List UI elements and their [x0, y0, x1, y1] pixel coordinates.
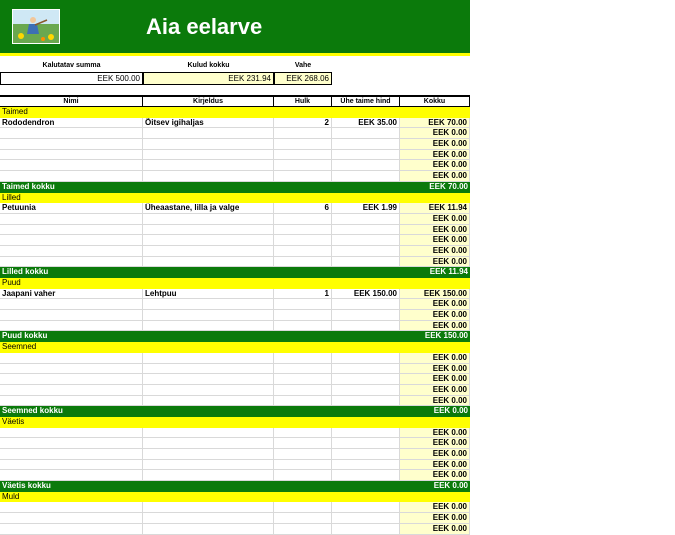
item-total-cell: EEK 0.00	[400, 139, 470, 150]
item-total-cell: EEK 0.00	[400, 385, 470, 396]
category-row	[0, 193, 470, 204]
item-quantity-cell[interactable]	[274, 171, 332, 182]
item-name-cell[interactable]	[0, 364, 143, 375]
spent-value: EEK 231.94	[143, 72, 274, 85]
item-description-cell[interactable]	[143, 257, 274, 268]
item-description-cell[interactable]	[143, 310, 274, 321]
column-header-total: Kokku	[400, 95, 470, 107]
item-total-cell: EEK 70.00	[400, 118, 470, 129]
item-unit-price-cell[interactable]	[332, 428, 400, 439]
item-name-cell[interactable]	[0, 428, 143, 439]
category-label: Puud	[0, 278, 470, 289]
table-row	[0, 235, 470, 246]
item-total-cell: EEK 0.00	[400, 374, 470, 385]
item-name-cell[interactable]	[0, 353, 143, 364]
table-row	[0, 470, 470, 481]
item-description-cell[interactable]	[143, 438, 274, 449]
item-name-cell[interactable]: Jaapani vaher	[0, 289, 143, 300]
table-row	[0, 460, 470, 471]
column-header-description: Kirjeldus	[143, 95, 274, 107]
item-unit-price-cell[interactable]: EEK 35.00	[332, 118, 400, 129]
category-total-row	[0, 481, 470, 492]
item-total-cell: EEK 0.00	[400, 235, 470, 246]
item-total-cell: EEK 11.94	[400, 203, 470, 214]
table-row	[0, 171, 470, 182]
category-total-value: EEK 11.94	[429, 267, 468, 277]
item-total-cell: EEK 0.00	[400, 225, 470, 236]
item-description-cell[interactable]	[143, 460, 274, 471]
item-unit-price-cell[interactable]	[332, 128, 400, 139]
item-unit-price-cell[interactable]	[332, 171, 400, 182]
item-name-cell[interactable]	[0, 374, 143, 385]
item-total-cell: EEK 0.00	[400, 246, 470, 257]
item-total-cell: EEK 0.00	[400, 428, 470, 439]
item-name-cell[interactable]	[0, 502, 143, 513]
item-name-cell[interactable]	[0, 385, 143, 396]
item-description-cell[interactable]	[143, 364, 274, 375]
item-name-cell[interactable]	[0, 449, 143, 460]
category-total-label: Taimed kokku	[2, 181, 55, 191]
item-total-cell: EEK 0.00	[400, 513, 470, 524]
table-row	[0, 374, 470, 385]
table-row	[0, 385, 470, 396]
category-label: Lilled	[0, 193, 470, 204]
category-total-value: EEK 0.00	[433, 406, 468, 416]
item-name-cell[interactable]	[0, 438, 143, 449]
item-unit-price-cell[interactable]	[332, 246, 400, 257]
item-name-cell[interactable]	[0, 321, 143, 332]
budget-table	[0, 95, 470, 535]
category-row	[0, 278, 470, 289]
category-total-row	[0, 267, 470, 278]
item-quantity-cell[interactable]	[274, 396, 332, 407]
item-quantity-cell[interactable]	[274, 364, 332, 375]
item-description-cell[interactable]: Lehtpuu	[143, 289, 274, 300]
item-name-cell[interactable]	[0, 246, 143, 257]
item-quantity-cell[interactable]	[274, 524, 332, 535]
item-total-cell: EEK 0.00	[400, 364, 470, 375]
item-description-cell[interactable]	[143, 321, 274, 332]
item-name-cell[interactable]	[0, 235, 143, 246]
item-quantity-cell[interactable]	[274, 299, 332, 310]
difference-label: Vahe	[294, 62, 312, 69]
item-description-cell[interactable]	[143, 150, 274, 161]
table-row	[0, 225, 470, 236]
category-row	[0, 492, 470, 503]
table-header-row	[0, 95, 470, 107]
table-row	[0, 428, 470, 439]
table-row	[0, 160, 470, 171]
table-row	[0, 203, 470, 214]
item-unit-price-cell[interactable]	[332, 513, 400, 524]
item-total-cell: EEK 0.00	[400, 502, 470, 513]
item-name-cell[interactable]	[0, 470, 143, 481]
category-total-label: Puud kokku	[2, 331, 48, 341]
category-total-row	[0, 406, 470, 417]
category-label: Muld	[0, 492, 470, 503]
item-description-cell[interactable]: Üheaastane, lilla ja valge	[143, 203, 274, 214]
item-description-cell[interactable]	[143, 374, 274, 385]
item-unit-price-cell[interactable]	[332, 321, 400, 332]
item-total-cell: EEK 0.00	[400, 150, 470, 161]
item-description-cell[interactable]: Õitsev igihaljas	[143, 118, 274, 129]
item-total-cell: EEK 0.00	[400, 310, 470, 321]
item-name-cell[interactable]	[0, 128, 143, 139]
item-unit-price-cell[interactable]	[332, 385, 400, 396]
item-unit-price-cell[interactable]: EEK 150.00	[332, 289, 400, 300]
item-total-cell: EEK 0.00	[400, 321, 470, 332]
item-quantity-cell[interactable]	[274, 385, 332, 396]
item-unit-price-cell[interactable]	[332, 438, 400, 449]
table-row	[0, 310, 470, 321]
item-quantity-cell[interactable]	[274, 502, 332, 513]
item-description-cell[interactable]	[143, 353, 274, 364]
item-unit-price-cell[interactable]	[332, 524, 400, 535]
item-unit-price-cell[interactable]: EEK 1.99	[332, 203, 400, 214]
item-unit-price-cell[interactable]	[332, 364, 400, 375]
item-name-cell[interactable]: Petuunia	[0, 203, 143, 214]
item-total-cell: EEK 0.00	[400, 353, 470, 364]
item-description-cell[interactable]	[143, 225, 274, 236]
table-row	[0, 257, 470, 268]
item-description-cell[interactable]	[143, 385, 274, 396]
item-quantity-cell[interactable]	[274, 214, 332, 225]
table-row	[0, 299, 470, 310]
column-header-name: Nimi	[0, 95, 143, 107]
item-quantity-cell[interactable]	[274, 246, 332, 257]
table-row	[0, 438, 470, 449]
item-quantity-cell[interactable]	[274, 139, 332, 150]
item-total-cell: EEK 0.00	[400, 438, 470, 449]
item-name-cell[interactable]	[0, 171, 143, 182]
item-unit-price-cell[interactable]	[332, 160, 400, 171]
category-total-value: EEK 0.00	[433, 481, 468, 491]
category-row	[0, 417, 470, 428]
table-row	[0, 321, 470, 332]
item-unit-price-cell[interactable]	[332, 150, 400, 161]
item-total-cell: EEK 0.00	[400, 257, 470, 268]
item-unit-price-cell[interactable]	[332, 235, 400, 246]
item-name-cell[interactable]: Rododendron	[0, 118, 143, 129]
table-row	[0, 150, 470, 161]
budget-label: Kalutatav summa	[42, 62, 101, 69]
item-quantity-cell[interactable]	[274, 321, 332, 332]
page-title: Aia eelarve	[146, 14, 263, 39]
category-total-label: Seemned kokku	[2, 406, 63, 416]
item-name-cell[interactable]	[0, 257, 143, 268]
header-banner	[0, 0, 470, 56]
item-quantity-cell[interactable]	[274, 374, 332, 385]
item-name-cell[interactable]	[0, 460, 143, 471]
column-header-quantity: Hulk	[274, 95, 332, 107]
item-quantity-cell[interactable]	[274, 513, 332, 524]
item-unit-price-cell[interactable]	[332, 449, 400, 460]
item-unit-price-cell[interactable]	[332, 139, 400, 150]
difference-value: EEK 268.06	[274, 72, 332, 85]
table-row	[0, 524, 470, 535]
category-label: Väetis	[0, 417, 470, 428]
item-unit-price-cell[interactable]	[332, 257, 400, 268]
item-name-cell[interactable]	[0, 150, 143, 161]
item-quantity-cell[interactable]: 2	[274, 118, 332, 129]
item-unit-price-cell[interactable]	[332, 502, 400, 513]
garden-logo-icon	[12, 9, 60, 44]
table-row	[0, 353, 470, 364]
item-quantity-cell[interactable]	[274, 235, 332, 246]
spent-label: Kulud kokku	[187, 62, 230, 69]
item-quantity-cell[interactable]	[274, 460, 332, 471]
item-quantity-cell[interactable]	[274, 310, 332, 321]
item-name-cell[interactable]	[0, 524, 143, 535]
table-row	[0, 139, 470, 150]
item-total-cell: EEK 0.00	[400, 524, 470, 535]
item-name-cell[interactable]	[0, 513, 143, 524]
item-quantity-cell[interactable]	[274, 449, 332, 460]
table-row	[0, 289, 470, 300]
item-total-cell: EEK 150.00	[400, 289, 470, 300]
item-quantity-cell[interactable]	[274, 353, 332, 364]
item-description-cell[interactable]	[143, 171, 274, 182]
item-description-cell[interactable]	[143, 502, 274, 513]
item-name-cell[interactable]	[0, 225, 143, 236]
category-row	[0, 107, 470, 118]
category-label: Taimed	[0, 107, 470, 118]
category-total-value: EEK 150.00	[424, 331, 468, 341]
item-unit-price-cell[interactable]	[332, 310, 400, 321]
item-quantity-cell[interactable]	[274, 438, 332, 449]
table-row	[0, 128, 470, 139]
item-total-cell: EEK 0.00	[400, 470, 470, 481]
budget-value[interactable]: EEK 500.00	[0, 72, 143, 85]
category-total-label: Lilled kokku	[2, 267, 49, 277]
item-name-cell[interactable]	[0, 396, 143, 407]
item-description-cell[interactable]	[143, 299, 274, 310]
item-total-cell: EEK 0.00	[400, 171, 470, 182]
item-quantity-cell[interactable]	[274, 428, 332, 439]
item-quantity-cell[interactable]: 6	[274, 203, 332, 214]
table-row	[0, 118, 470, 129]
item-unit-price-cell[interactable]	[332, 460, 400, 471]
item-description-cell[interactable]	[143, 396, 274, 407]
item-unit-price-cell[interactable]	[332, 299, 400, 310]
item-unit-price-cell[interactable]	[332, 470, 400, 481]
table-row	[0, 364, 470, 375]
category-total-row	[0, 182, 470, 193]
item-unit-price-cell[interactable]	[332, 225, 400, 236]
item-description-cell[interactable]	[143, 139, 274, 150]
item-description-cell[interactable]	[143, 235, 274, 246]
item-unit-price-cell[interactable]	[332, 214, 400, 225]
table-row	[0, 502, 470, 513]
item-quantity-cell[interactable]	[274, 470, 332, 481]
table-row	[0, 513, 470, 524]
item-description-cell[interactable]	[143, 524, 274, 535]
item-description-cell[interactable]	[143, 470, 274, 481]
category-label: Seemned	[0, 342, 470, 353]
category-total-value: EEK 70.00	[429, 181, 468, 191]
item-description-cell[interactable]	[143, 246, 274, 257]
table-row	[0, 214, 470, 225]
item-quantity-cell[interactable]	[274, 257, 332, 268]
item-description-cell[interactable]	[143, 214, 274, 225]
item-name-cell[interactable]	[0, 214, 143, 225]
table-row	[0, 246, 470, 257]
item-description-cell[interactable]	[143, 449, 274, 460]
item-description-cell[interactable]	[143, 513, 274, 524]
item-quantity-cell[interactable]	[274, 225, 332, 236]
item-total-cell: EEK 0.00	[400, 460, 470, 471]
item-description-cell[interactable]	[143, 160, 274, 171]
table-row	[0, 449, 470, 460]
item-quantity-cell[interactable]: 1	[274, 289, 332, 300]
category-total-row	[0, 331, 470, 342]
item-quantity-cell[interactable]	[274, 160, 332, 171]
item-quantity-cell[interactable]	[274, 150, 332, 161]
item-total-cell: EEK 0.00	[400, 449, 470, 460]
item-description-cell[interactable]	[143, 128, 274, 139]
item-unit-price-cell[interactable]	[332, 396, 400, 407]
item-name-cell[interactable]	[0, 299, 143, 310]
item-unit-price-cell[interactable]	[332, 353, 400, 364]
item-quantity-cell[interactable]	[274, 128, 332, 139]
item-unit-price-cell[interactable]	[332, 374, 400, 385]
item-description-cell[interactable]	[143, 428, 274, 439]
column-header-unit-price: Ühe taime hind	[332, 95, 400, 107]
table-row	[0, 396, 470, 407]
item-total-cell: EEK 0.00	[400, 160, 470, 171]
item-name-cell[interactable]	[0, 139, 143, 150]
item-total-cell: EEK 0.00	[400, 128, 470, 139]
item-name-cell[interactable]	[0, 310, 143, 321]
item-total-cell: EEK 0.00	[400, 396, 470, 407]
item-total-cell: EEK 0.00	[400, 299, 470, 310]
item-total-cell: EEK 0.00	[400, 214, 470, 225]
category-row	[0, 342, 470, 353]
item-name-cell[interactable]	[0, 160, 143, 171]
category-total-label: Väetis kokku	[2, 481, 51, 491]
